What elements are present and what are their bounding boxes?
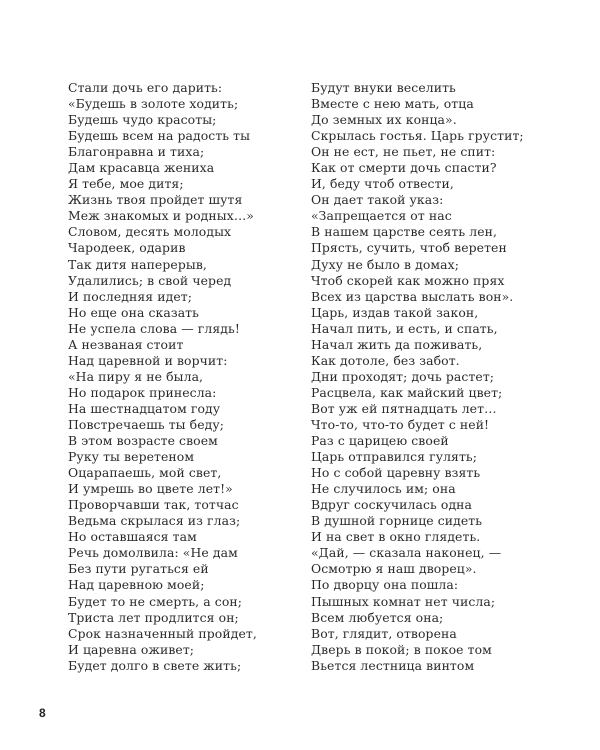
poem-line: Будет долго в свете жить;: [68, 657, 242, 673]
poem-line: Словом, десять молодых: [68, 224, 232, 240]
poem-line: Так дитя наперерыв,: [68, 256, 207, 272]
poem-line: Триста лет продлится он;: [68, 609, 239, 625]
poem-line: До земных их конца».: [311, 112, 457, 128]
poem-line: Но оставшаяся там: [68, 529, 197, 545]
poem-line: И умрешь во цвете лет!»: [68, 481, 233, 497]
poem-line: Что-то, что-то будет с ней!: [311, 416, 490, 432]
poem-line: Но еще она сказать: [68, 304, 199, 320]
poem-line: Удалились; в свой черед: [68, 272, 232, 288]
poem-line: Будешь всем на радость ты: [68, 128, 251, 144]
poem-line: Расцвела, как майский цвет;: [311, 384, 503, 400]
poem-line: Духу не было в домах;: [311, 256, 459, 272]
poem-line: И на свет в окно глядеть.: [311, 529, 481, 545]
poem-line: Как дотоле, без забот.: [311, 352, 460, 368]
poem-line: Над царевною моей;: [68, 577, 205, 593]
poem-line: Проворчавши так, тотчас: [68, 497, 239, 513]
poem-line: В этом возрасте своем: [68, 433, 218, 449]
poem-line: Осмотрю я наш дворец».: [311, 561, 477, 577]
poem-line: И, беду чтоб отвести,: [311, 176, 454, 192]
poem-line: «На пиру я не была,: [68, 368, 204, 384]
poem-line: В нашем царстве сеять лен,: [311, 224, 498, 240]
poem-line: Дам красавца жениха: [68, 160, 215, 176]
poem-line: «Дай, — сказала наконец, —: [311, 545, 502, 561]
poem-line: Не успела слова — глядь!: [68, 320, 240, 336]
poem-line: Он дает такой указ:: [311, 192, 444, 208]
poem-line: Вдруг соскучилась одна: [311, 497, 473, 513]
poem-line: Вместе с нею мать, отца: [311, 96, 474, 112]
poem-line: Царь отправился гулять;: [311, 449, 478, 465]
poem-line: Над царевной и ворчит:: [68, 352, 228, 368]
poem-line: Скрылась гостья. Царь грустит;: [311, 128, 524, 144]
poem-column-right: [311, 80, 524, 674]
poem-line: Я тебе, мое дитя;: [68, 176, 184, 192]
poem-line: Как от смерти дочь спасти?: [311, 160, 497, 176]
poem-line: Будет то не смерть, а сон;: [68, 593, 243, 609]
poem-line: Вот, глядит, отворена: [311, 625, 457, 641]
poem-line: Стали дочь его дарить:: [68, 80, 223, 95]
poem-line: Он не ест, не пьет, не спит:: [311, 144, 496, 160]
poem-line: Речь домолвила: «Не дам: [68, 545, 238, 561]
poem-line: Начал пить, и есть, и спать,: [311, 320, 498, 336]
poem-line: Ведьма скрылася из глаз;: [68, 513, 241, 529]
poem-line: Всем любуется она;: [311, 609, 444, 625]
poem-line: Но подарок принесла:: [68, 384, 217, 400]
poem-line: Будут внуки веселить: [311, 80, 456, 95]
poem-line: Не случилось им; она: [311, 481, 456, 497]
poem-line: Царь, издав такой закон,: [311, 304, 479, 320]
poem-line: Срок назначенный пройдет,: [68, 625, 257, 641]
poem-line: Меж знакомых и родных…»: [68, 208, 254, 224]
poem-line: По дворцу она пошла:: [311, 577, 459, 593]
poem-line: Будешь чудо красоты;: [68, 112, 217, 128]
poem-line: В душной горнице сидеть: [311, 513, 483, 529]
page-number: 8: [39, 706, 46, 720]
poem-line: Пышных комнат нет числа;: [311, 593, 496, 609]
poem-line: Благонравна и тиха;: [68, 144, 205, 160]
poem-line: Жизнь твоя пройдет шутя: [68, 192, 243, 208]
poem-line: Начал жить да поживать,: [311, 336, 483, 352]
poem-line: «Запрещается от нас: [311, 208, 452, 224]
poem-line: А незваная стоит: [68, 336, 184, 352]
poem-line: Вот уж ей пятнадцать лет…: [311, 400, 497, 416]
poem-line: Чтоб скорей как можно прях: [311, 272, 505, 288]
poem-line: На шестнадцатом году: [68, 400, 221, 416]
poem-line: Дверь в покой; в покое том: [311, 641, 492, 657]
poem-line: Раз с царицею своей: [311, 433, 449, 449]
poem-line: Повстречаешь ты беду;: [68, 416, 225, 432]
poem-line: Всех из царства выслать вон».: [311, 288, 514, 304]
poem-line: Чародеек, одарив: [68, 240, 186, 256]
poem-line: Оцарапаешь, мой свет,: [68, 465, 222, 481]
poem-line: Но с собой царевну взять: [311, 465, 481, 481]
poem-line: Руку ты веретеном: [68, 449, 195, 465]
poem-line: Прясть, сучить, чтоб веретен: [311, 240, 507, 256]
poem-line: Вьется лестница винтом: [311, 657, 475, 673]
poem-line: Дни проходят; дочь растет;: [311, 368, 495, 384]
poem-column-left: [68, 80, 257, 674]
poem-line: И последняя идет;: [68, 288, 193, 304]
poem-line: Без пути ругаться ей: [68, 561, 209, 577]
poem-line: И царевна оживет;: [68, 641, 195, 657]
poem-line: «Будешь в золоте ходить;: [68, 96, 239, 112]
